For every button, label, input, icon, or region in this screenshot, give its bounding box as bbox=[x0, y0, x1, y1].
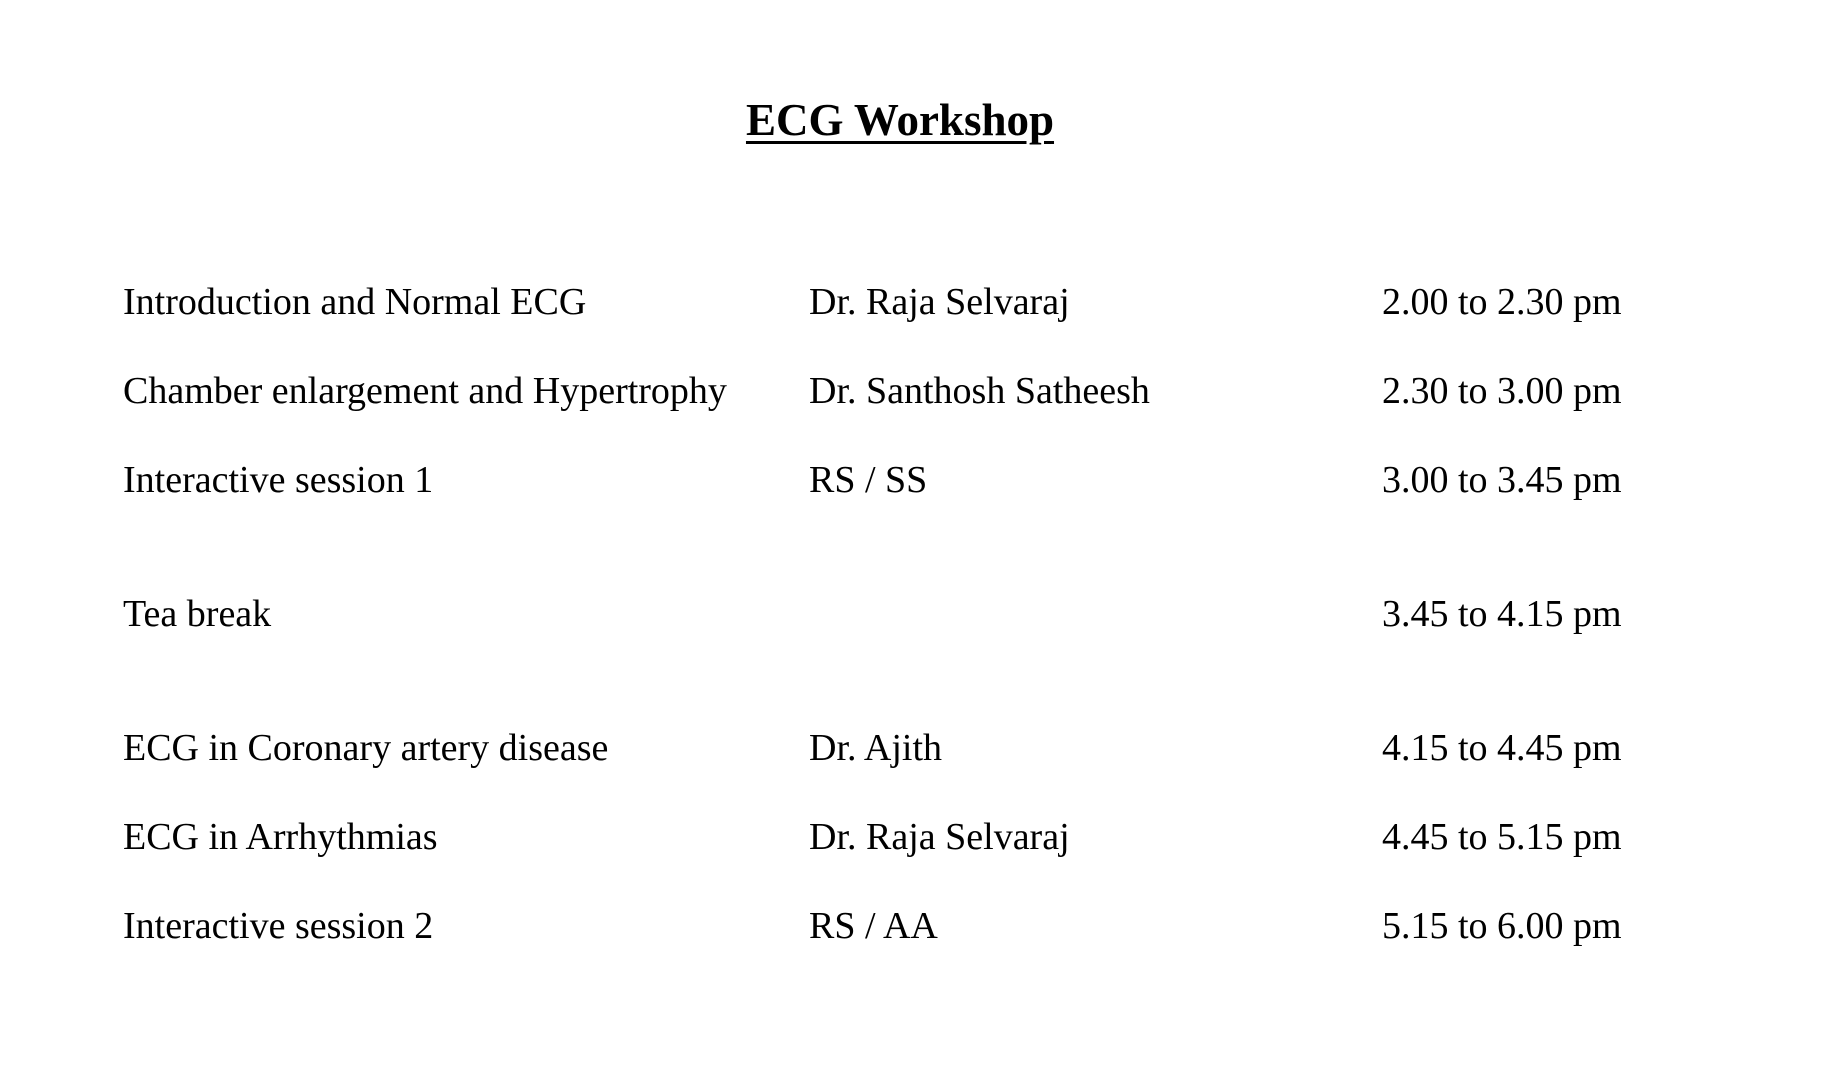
schedule-row bbox=[123, 718, 1723, 807]
session-time: 3.45 to 4.15 pm bbox=[1382, 593, 1622, 635]
schedule-row bbox=[123, 896, 1723, 985]
session-time: 4.45 to 5.15 pm bbox=[1382, 816, 1622, 858]
document-title: ECG Workshop bbox=[745, 95, 1055, 145]
session-time: 4.15 to 4.45 pm bbox=[1382, 727, 1622, 769]
session-topic: Chamber enlargement and Hypertrophy bbox=[123, 370, 727, 412]
session-speaker: Dr. Raja Selvaraj bbox=[809, 816, 1070, 858]
session-time: 2.00 to 2.30 pm bbox=[1382, 281, 1622, 323]
session-speaker: Dr. Ajith bbox=[809, 727, 943, 769]
session-topic: Tea break bbox=[123, 593, 272, 635]
schedule-table bbox=[123, 272, 1723, 985]
session-speaker: Dr. Raja Selvaraj bbox=[809, 281, 1070, 323]
session-speaker: RS / AA bbox=[809, 905, 938, 947]
session-topic: ECG in Coronary artery disease bbox=[123, 727, 609, 769]
schedule-row bbox=[123, 807, 1723, 896]
session-topic: Interactive session 2 bbox=[123, 905, 434, 947]
session-topic: ECG in Arrhythmias bbox=[123, 816, 438, 858]
session-time: 3.00 to 3.45 pm bbox=[1382, 459, 1622, 501]
session-time: 5.15 to 6.00 pm bbox=[1382, 905, 1622, 947]
schedule-row bbox=[123, 361, 1723, 450]
schedule-row bbox=[123, 450, 1723, 539]
session-topic: Interactive session 1 bbox=[123, 459, 434, 501]
schedule-row bbox=[123, 272, 1723, 361]
session-time: 2.30 to 3.00 pm bbox=[1382, 370, 1622, 412]
schedule-row bbox=[123, 584, 1723, 673]
session-topic: Introduction and Normal ECG bbox=[123, 281, 587, 323]
session-speaker: Dr. Santhosh Satheesh bbox=[809, 370, 1150, 412]
session-speaker: RS / SS bbox=[809, 459, 928, 501]
